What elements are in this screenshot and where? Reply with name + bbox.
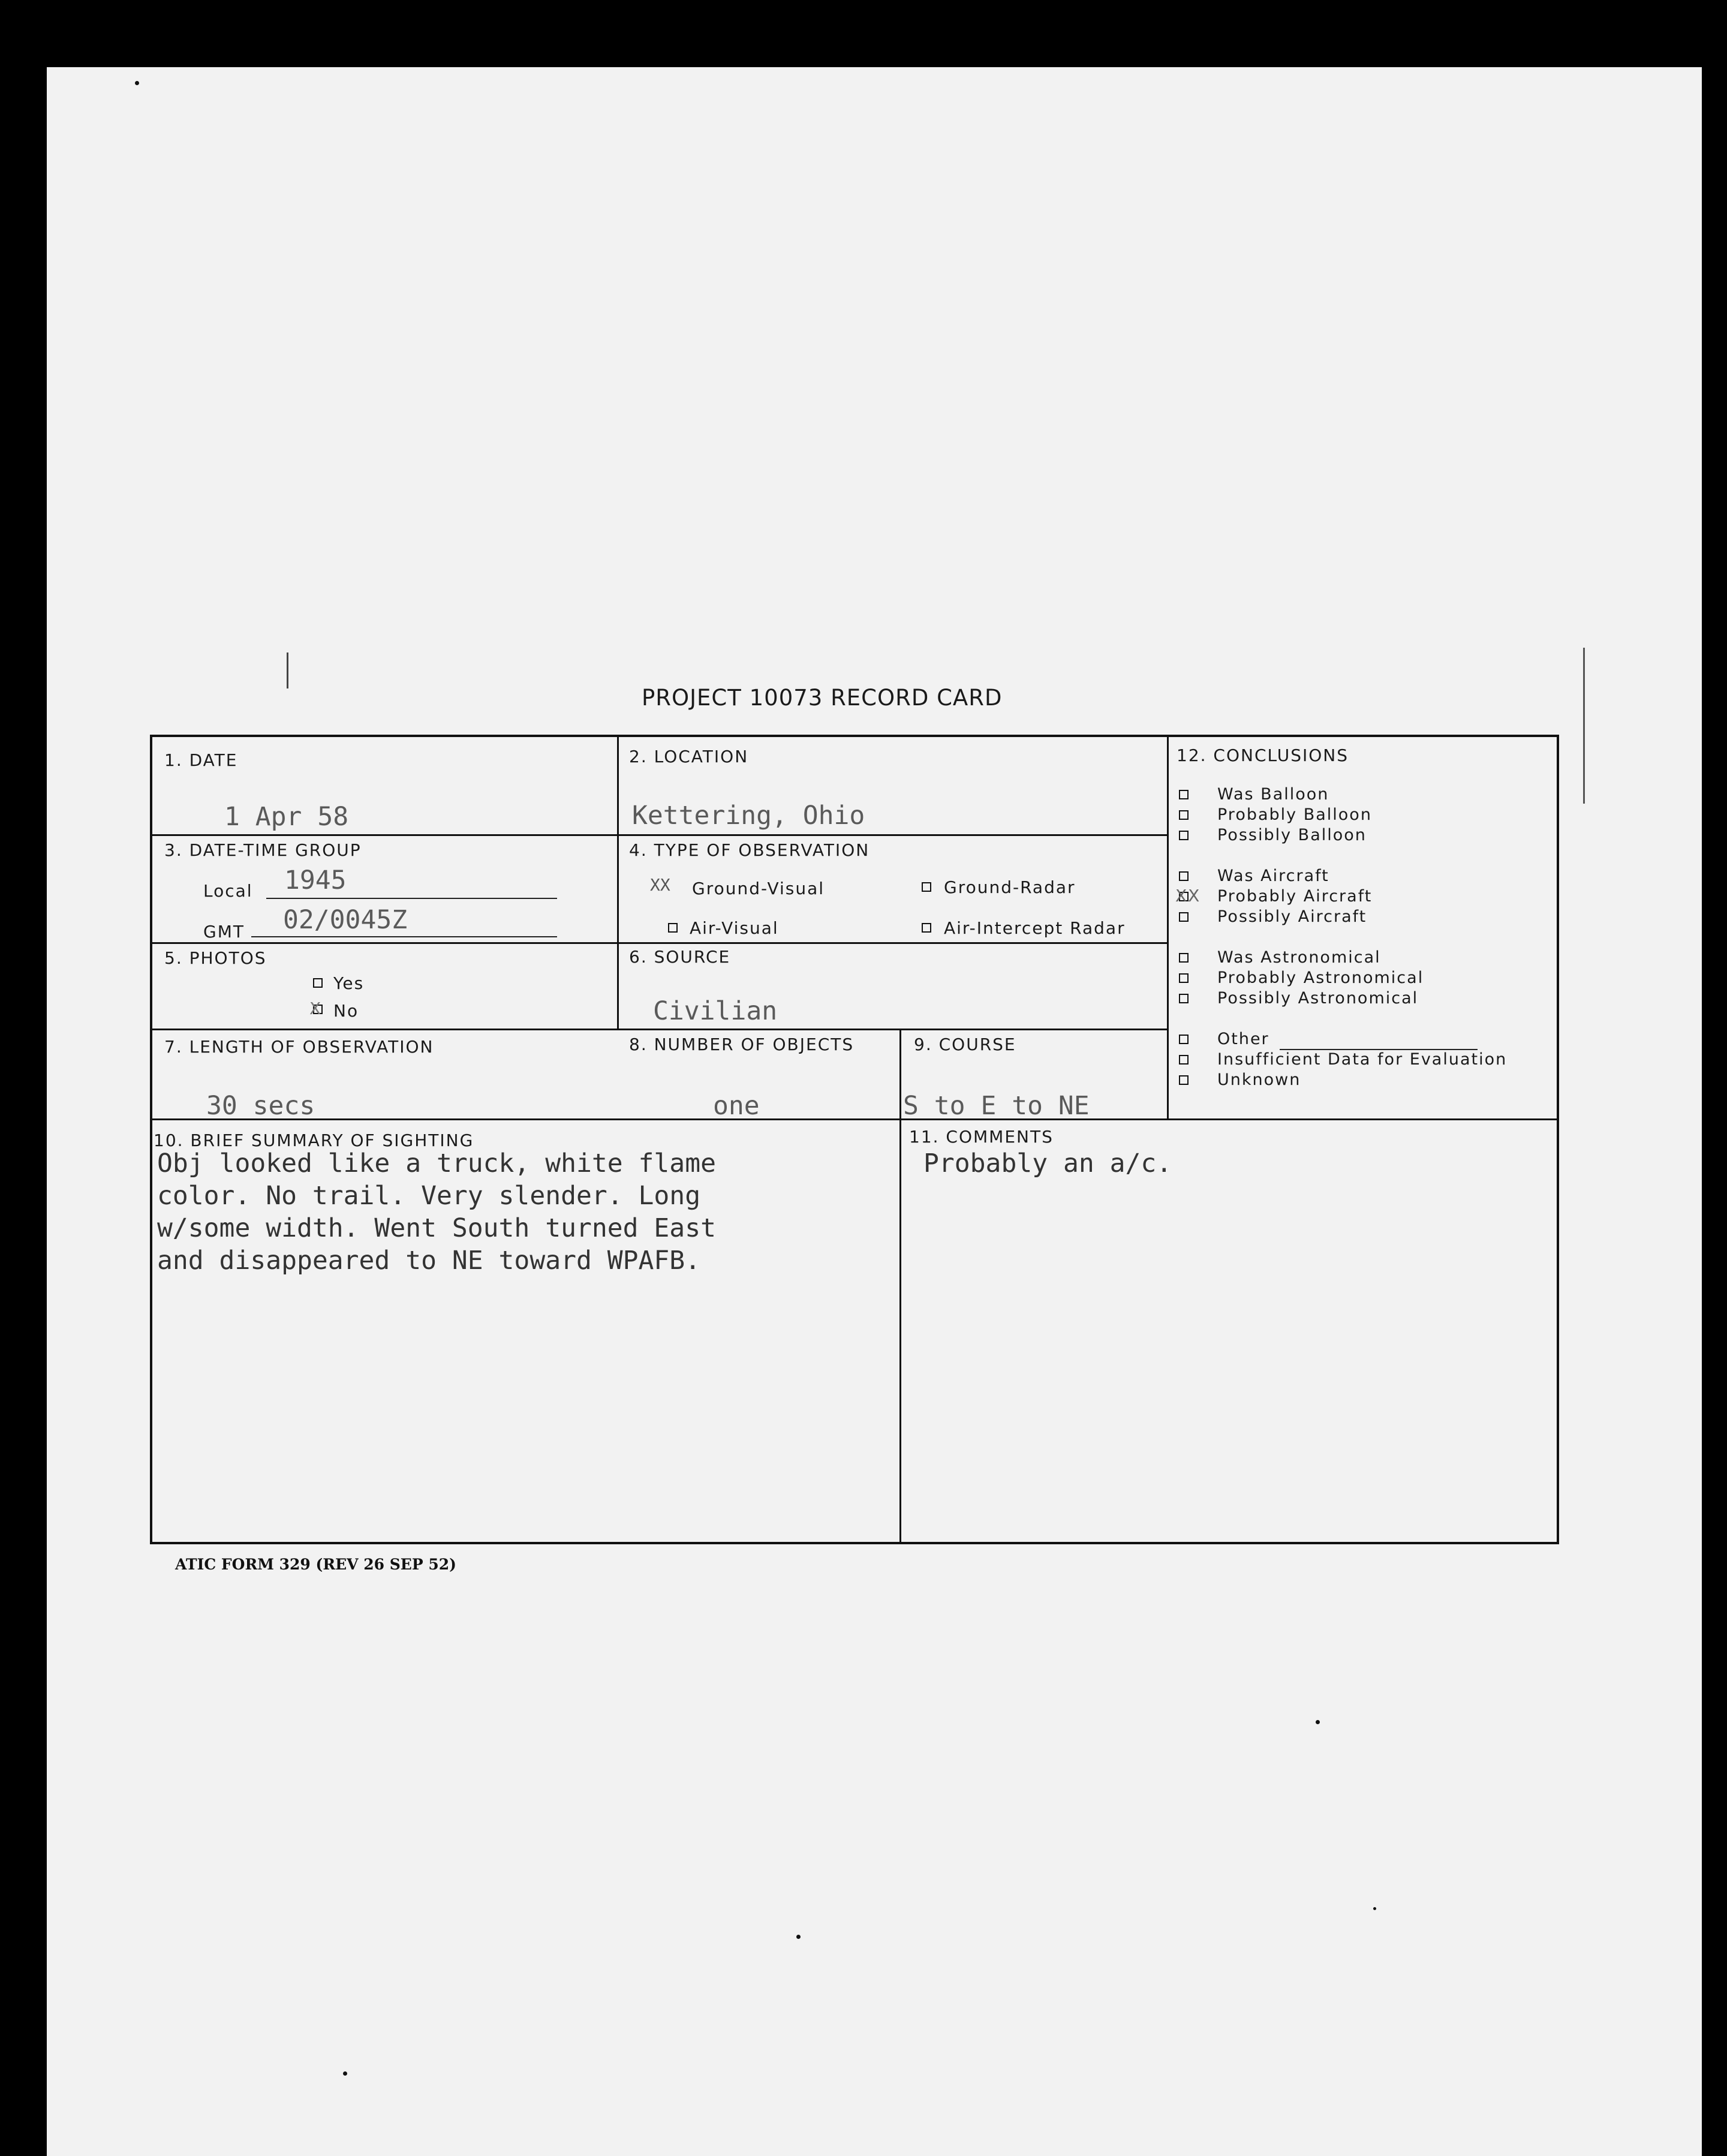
conclusion-item: Probably Astronomical <box>1217 969 1424 987</box>
gmt-underline <box>251 936 557 937</box>
conclusion-item: Probably Balloon <box>1217 805 1372 824</box>
location-value: Kettering, Ohio <box>632 801 865 831</box>
photos-yes-checkbox <box>313 978 323 988</box>
length-value: 30 secs <box>206 1091 315 1121</box>
conclusion-item: Was Aircraft <box>1217 867 1329 885</box>
option-ground-visual: Ground-Visual <box>692 879 825 898</box>
record-card <box>150 735 1559 1544</box>
conclusion-checkbox <box>1179 831 1189 840</box>
source-value: Civilian <box>653 996 778 1026</box>
conclusion-item: Other <box>1217 1030 1269 1048</box>
comments-value: Probably an a/c. <box>923 1148 1172 1178</box>
divider <box>152 942 1167 944</box>
divider <box>152 834 1167 836</box>
conclusion-checkbox <box>1179 1055 1189 1065</box>
divider <box>899 1029 901 1544</box>
scan-artifact <box>287 652 288 688</box>
divider <box>152 1029 1167 1030</box>
air-intercept-radar-checkbox <box>922 923 931 933</box>
conclusion-item: Possibly Astronomical <box>1217 989 1419 1008</box>
course-label: 9. COURSE <box>914 1035 1016 1054</box>
conclusion-item: Was Balloon <box>1217 785 1329 804</box>
comments-label: 11. COMMENTS <box>909 1127 1054 1147</box>
summary-label: 10. BRIEF SUMMARY OF SIGHTING <box>154 1130 474 1150</box>
divider <box>152 1118 1558 1120</box>
summary-line: Obj looked like a truck, white flame <box>157 1148 716 1178</box>
conclusion-checkbox <box>1179 973 1189 983</box>
conclusion-item: Possibly Balloon <box>1217 826 1367 844</box>
date-value: 1 Apr 58 <box>224 802 349 832</box>
scan-speck <box>343 2071 347 2076</box>
option-air-visual: Air-Visual <box>690 918 779 938</box>
date-time-group-label: 3. DATE-TIME GROUP <box>164 840 362 860</box>
conclusion-checkbox <box>1179 1075 1189 1085</box>
ground-radar-checkbox <box>922 882 931 892</box>
length-label: 7. LENGTH OF OBSERVATION <box>164 1037 434 1057</box>
divider <box>617 737 619 1029</box>
scan-speck <box>1373 1907 1376 1910</box>
conclusion-checkbox <box>1179 790 1189 799</box>
conclusion-item: Possibly Aircraft <box>1217 907 1367 926</box>
scan-speck <box>135 81 139 85</box>
conclusion-checkbox <box>1179 810 1189 820</box>
conclusion-checkbox <box>1179 1035 1189 1044</box>
form-number-footer: ATIC FORM 329 (REV 26 SEP 52) <box>175 1556 456 1573</box>
location-label: 2. LOCATION <box>629 747 749 766</box>
conclusion-checkbox <box>1179 912 1189 922</box>
conclusion-checkbox <box>1179 953 1189 963</box>
scan-artifact <box>1583 648 1585 804</box>
conclusion-item: Probably Aircraft <box>1217 887 1373 906</box>
photos-no-label: No <box>333 1001 359 1021</box>
conclusion-checkbox <box>1179 871 1189 881</box>
number-of-objects-label: 8. NUMBER OF OBJECTS <box>629 1035 855 1054</box>
local-underline <box>266 898 557 899</box>
source-label: 6. SOURCE <box>629 947 731 967</box>
photos-label: 5. PHOTOS <box>164 948 267 968</box>
summary-line: w/some width. Went South turned East <box>157 1213 716 1243</box>
probably-aircraft-check-mark: XX <box>1175 886 1201 906</box>
air-visual-checkbox <box>668 923 678 933</box>
conclusion-item: Was Astronomical <box>1217 948 1381 967</box>
gmt-value: 02/0045Z <box>283 905 408 935</box>
option-ground-radar: Ground-Radar <box>944 877 1076 897</box>
scan-speck <box>1316 1720 1320 1724</box>
card-title: PROJECT 10073 RECORD CARD <box>642 685 1003 711</box>
conclusion-item: Insufficient Data for Evaluation <box>1217 1050 1508 1069</box>
option-air-intercept-radar: Air-Intercept Radar <box>944 918 1126 938</box>
conclusion-checkbox <box>1179 994 1189 1003</box>
ground-visual-check-mark: XX <box>650 875 670 895</box>
local-label: Local <box>203 881 253 901</box>
photos-yes-label: Yes <box>333 973 365 993</box>
summary-line: and disappeared to NE toward WPAFB. <box>157 1246 701 1276</box>
number-of-objects-value: one <box>713 1091 760 1121</box>
gmt-label: GMT <box>203 922 245 942</box>
divider <box>1167 737 1169 1118</box>
conclusion-item: Unknown <box>1217 1071 1301 1089</box>
date-label: 1. DATE <box>164 750 238 770</box>
type-of-observation-label: 4. TYPE OF OBSERVATION <box>629 840 870 860</box>
conclusions-label: 12. CONCLUSIONS <box>1177 745 1349 765</box>
scan-speck <box>796 1935 801 1939</box>
local-value: 1945 <box>284 865 347 895</box>
photos-no-check-mark: X <box>309 999 323 1018</box>
course-value: S to E to NE <box>903 1091 1090 1121</box>
summary-line: color. No trail. Very slender. Long <box>157 1181 701 1211</box>
